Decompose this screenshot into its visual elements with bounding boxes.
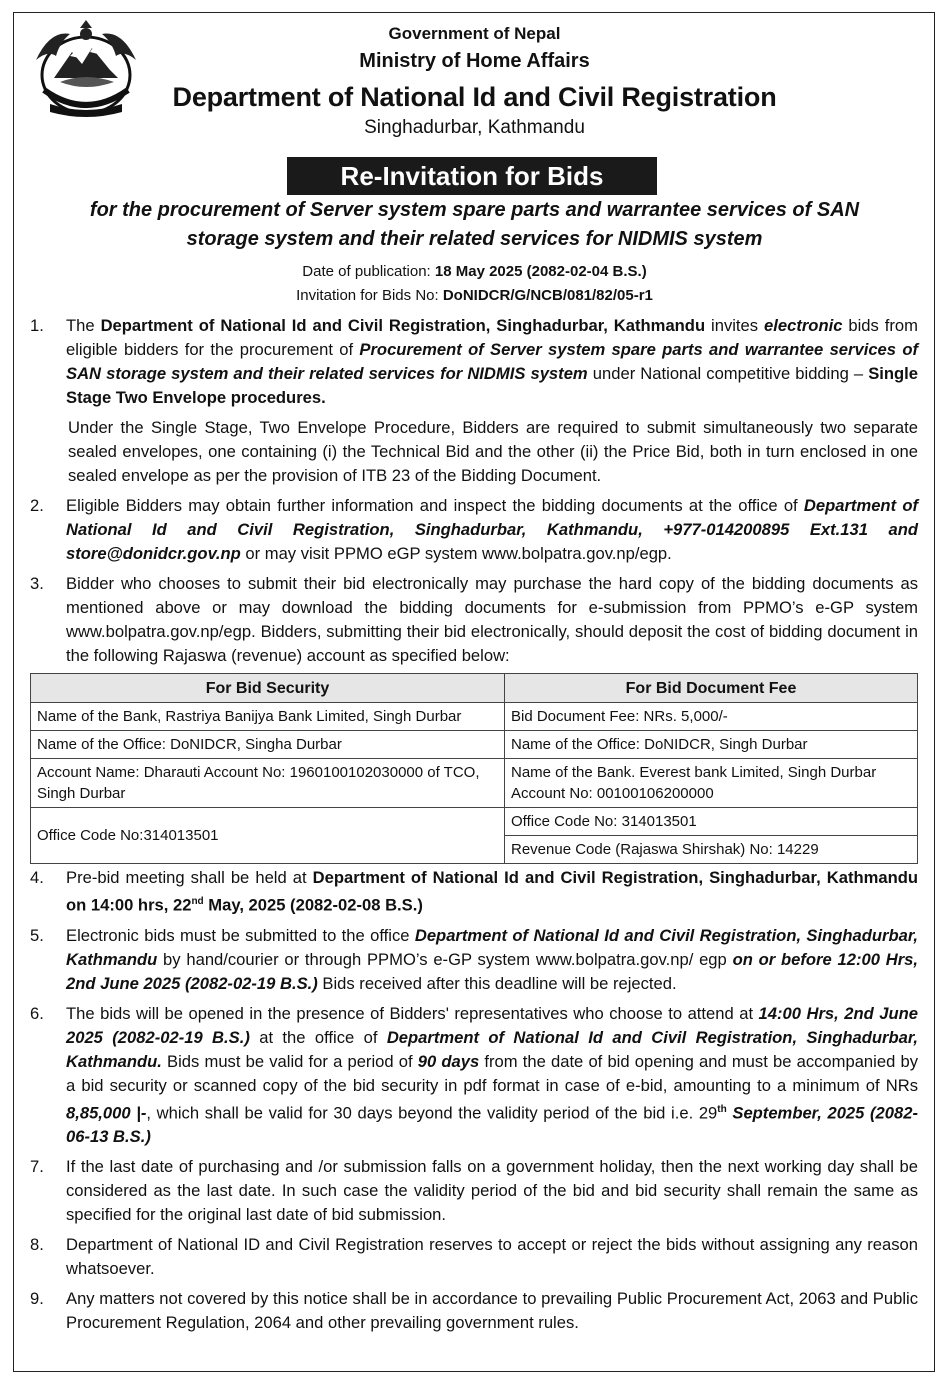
ministry-name: Ministry of Home Affairs xyxy=(359,50,590,72)
contact-details: Department of National Id and Civil Registration, Singhadurbar, Kathmandu, +977-014200895 Ext.131 and store@donidcr.gov.np xyxy=(66,496,918,563)
clause-number: 5. xyxy=(30,925,44,945)
ifb-number-label: Invitation for Bids No: xyxy=(296,287,443,304)
department-name: Department of National Id and Civil Registration xyxy=(172,82,777,112)
table-cell: Revenue Code (Rajaswa Shirshak) No: 14229 xyxy=(505,836,918,864)
validity-period: 90 days xyxy=(417,1051,480,1071)
text: Pre-bid meeting shall be held at xyxy=(66,868,313,887)
table-cell: Bid Document Fee: NRs. 5,000/- xyxy=(505,703,918,731)
clause-9 xyxy=(30,1287,918,1335)
text: The xyxy=(66,316,101,335)
ordinal-suffix: th xyxy=(717,1103,727,1115)
text: invites xyxy=(705,316,765,335)
prebid-details: Department of National Id and Civil Registration, Singhadurbar, Kathmandu on 14:00 hrs, 22 xyxy=(66,868,918,915)
submission-deadline: on or before 12:00 Hrs, 2nd June 2025 (2082-02-19 B.S.) xyxy=(66,949,918,993)
clause-number: 6. xyxy=(30,1003,44,1023)
text: Any matters not covered by this notice shall be in accordance to prevailing Public Procurement Act, 2063 and Public Procurement Regulation, 2064 and other prevailing government rules. xyxy=(66,1289,918,1333)
procurement-title: Procurement of Server system spare parts and warrantee services of SAN storage system and their related services for NIDMIS system xyxy=(66,340,918,383)
government-name: Government of Nepal xyxy=(388,24,561,43)
clause-7 xyxy=(30,1155,918,1227)
text: by hand/courier or through PPMO’s e-GP system www.bolpatra.gov.np/ egp xyxy=(157,949,733,969)
procedure-name: Single Stage Two Envelope procedures. xyxy=(66,364,919,407)
clause-6 xyxy=(30,1002,918,1150)
ordinal-suffix: nd xyxy=(191,896,204,907)
clause-number: 9. xyxy=(30,1289,44,1309)
office-name: Department of National Id and Civil Registration, Singhadurbar, Kathmandu. xyxy=(66,1027,918,1071)
notice-title: Re-Invitation for Bids xyxy=(287,157,657,195)
opening-time: 14:00 Hrs, 2nd June 2025 (2082-02-19 B.S.) xyxy=(66,1003,918,1047)
table-cell: Account Name: Dharauti Account No: 1960100102030000 of TCO, Singh Durbar xyxy=(31,759,505,808)
text: , which shall be valid for 30 days beyond the validity period of the bid i.e. 29 xyxy=(146,1103,718,1123)
table-header: For Bid Document Fee xyxy=(505,674,918,703)
clause-number: 7. xyxy=(30,1157,44,1177)
clause-number: 2. xyxy=(30,496,44,515)
subtitle-line-1: for the procurement of Server system spare parts and warrantee services of SAN xyxy=(89,199,860,221)
account-table xyxy=(30,673,918,864)
ifb-number xyxy=(0,286,949,306)
clause-5 xyxy=(30,924,918,996)
department-address: Singhadurbar, Kathmandu xyxy=(364,117,585,138)
security-validity-date: September, 2025 (2082-06-13 B.S.) xyxy=(66,1103,918,1147)
clause-number: 8. xyxy=(30,1235,44,1255)
clause-2 xyxy=(30,494,918,566)
table-cell: Name of the Office: DoNIDCR, Singh Durbar xyxy=(505,731,918,759)
text: Department of National ID and Civil Registration reserves to accept or reject the bids without assigning any reason whatsoever. xyxy=(66,1235,918,1279)
text: bids from eligible bidders for the procurement of xyxy=(66,316,918,359)
subtitle-line-2: storage system and their related services for NIDMIS system xyxy=(186,228,763,250)
prebid-date: May, 2025 (2082-02-08 B.S.) xyxy=(203,895,423,915)
table-cell: Name of the Bank. Everest bank Limited, Singh Durbar Account No: 00100106200000 xyxy=(505,759,918,808)
text: If the last date of purchasing and /or submission falls on a government holiday, then the next working day shall be considered as the last date. In such case the validity period of the bid and bid security shall remain the same as specified for the original last date of bid submission. xyxy=(66,1157,918,1225)
electronic-emphasis: electronic xyxy=(764,316,843,335)
table-header: For Bid Security xyxy=(31,674,505,703)
table-row xyxy=(31,759,918,808)
notice-subtitle xyxy=(40,196,909,254)
ifb-number-value: DoNIDCR/G/NCB/081/82/05-r1 xyxy=(442,287,653,304)
table-header-row xyxy=(31,674,918,703)
office-name: Department of National Id and Civil Registration, Singhadurbar, Kathmandu xyxy=(66,925,918,969)
publication-date-label: Date of publication: xyxy=(302,263,435,280)
clause-1-subparagraph: Under the Single Stage, Two Envelope Procedure, Bidders are required to submit simultaneously two separate sealed envelopes, one containing (i) the Technical Bid and the other (ii) the Price Bid, both in turn enclosed in one sealed envelope as per the provision of ITB 23 of the Bidding Document. xyxy=(68,418,918,485)
table-cell: Name of the Office: DoNIDCR, Singha Durbar xyxy=(31,731,505,759)
bid-security-amount: 8,85,000 |- xyxy=(66,1103,147,1123)
publication-date-value: 18 May 2025 (2082-02-04 B.S.) xyxy=(434,263,647,280)
text: from the date of bid opening and must be accompanied by a bid security or scanned copy of the bid security in pdf format in case of e-bid, amounting to a minimum of NRs xyxy=(66,1051,918,1095)
notice-body-bottom xyxy=(30,866,918,1335)
publication-date xyxy=(0,262,949,282)
table-cell: Office Code No: 314013501 xyxy=(505,808,918,836)
clause-4 xyxy=(30,866,918,918)
text: Bidder who chooses to submit their bid electronically may purchase the hard copy of the bidding documents as mentioned above or may download the bidding documents for e-submission from PPMO’s e-GP system www.bolpatra.gov.np/egp. Bidders, submitting their bid electronically, should deposit the cost of bidding document in the following Rajaswa (revenue) account as specified below: xyxy=(66,574,918,665)
text: Eligible Bidders may obtain further information and inspect the bidding documents at the office of xyxy=(66,496,804,515)
table-row xyxy=(31,703,918,731)
text: under National competitive bidding – xyxy=(587,364,869,383)
clause-number: 3. xyxy=(30,574,44,593)
table-row xyxy=(31,731,918,759)
text: Electronic bids must be submitted to the office xyxy=(66,925,415,945)
text: Bids received after this deadline will be rejected. xyxy=(317,973,677,993)
table-cell: Office Code No:314013501 xyxy=(31,808,505,864)
clause-number: 1. xyxy=(30,316,44,335)
table-row xyxy=(31,808,918,836)
clause-1 xyxy=(30,314,918,410)
clause-3 xyxy=(30,572,918,668)
text: or may visit PPMO eGP system www.bolpatra.gov.np/egp. xyxy=(240,544,672,563)
notice-body-top xyxy=(30,314,918,668)
text: The bids will be opened in the presence of Bidders' representatives who choose to attend at xyxy=(66,1003,759,1023)
clause-8 xyxy=(30,1233,918,1281)
text: at the office of xyxy=(249,1027,387,1047)
text: Bids must be valid for a period of xyxy=(161,1051,418,1071)
department-bold: Department of National Id and Civil Registration, Singhadurbar, Kathmandu xyxy=(100,316,706,335)
clause-number: 4. xyxy=(30,868,44,887)
table-cell: Name of the Bank, Rastriya Banijya Bank Limited, Singh Durbar xyxy=(31,703,505,731)
